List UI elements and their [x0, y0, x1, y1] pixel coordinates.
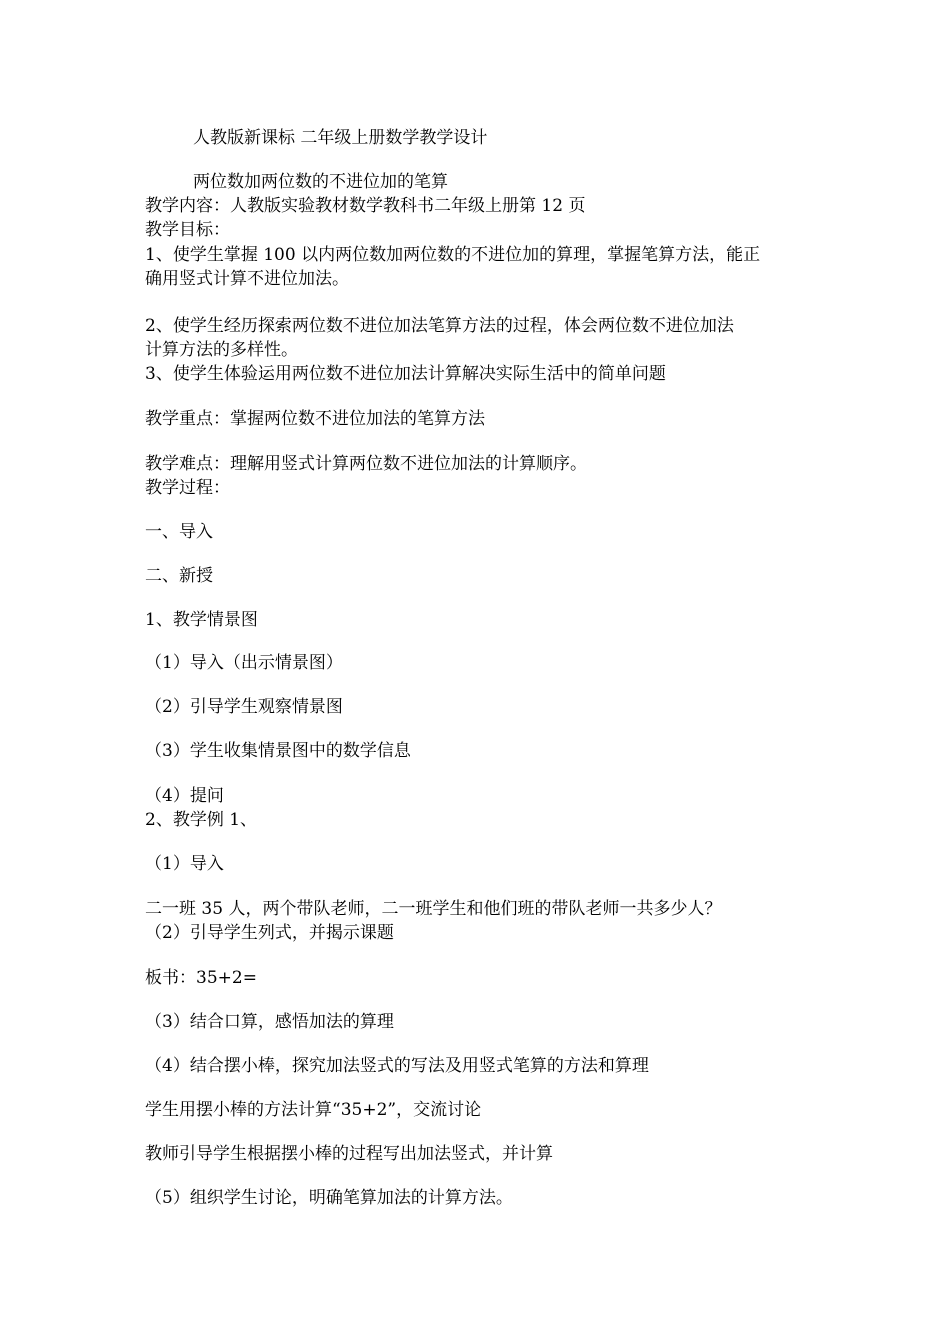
- document-title: 人教版新课标 二年级上册数学教学设计: [193, 128, 488, 148]
- substep-example-2: （2）引导学生列式，并揭示课题: [145, 923, 394, 943]
- goal-1-line-1: 1、使学生掌握 100 以内两位数加两位数的不进位加的算理，掌握笔算方法，能正: [145, 245, 761, 265]
- substep-example-3: （3）结合口算，感悟加法的算理: [145, 1012, 394, 1032]
- board-writing: 板书：35+2=: [145, 968, 257, 988]
- substep-scene-4: （4）提问: [145, 786, 224, 806]
- substep-example-5: （5）组织学生讨论，明确笔算加法的计算方法。: [145, 1188, 513, 1208]
- substep-scene: 1、教学情景图: [145, 610, 258, 630]
- goal-2-line-1: 2、使学生经历探索两位数不进位加法笔算方法的过程，体会两位数不进位加法: [145, 316, 734, 336]
- substep-example-1: （1）导入: [145, 854, 224, 874]
- goal-3: 3、使学生体验运用两位数不进位加法计算解决实际生活中的简单问题: [145, 364, 666, 384]
- teaching-content: 教学内容：人教版实验教材数学教科书二年级上册第 12 页: [145, 196, 586, 216]
- goals-heading: 教学目标：: [145, 220, 230, 240]
- process-heading: 教学过程：: [145, 478, 230, 498]
- substep-scene-1: （1）导入（出示情景图）: [145, 653, 343, 673]
- goal-2-line-2: 计算方法的多样性。: [145, 340, 298, 360]
- substep-scene-2: （2）引导学生观察情景图: [145, 697, 343, 717]
- substep-example-4: （4）结合摆小棒，探究加法竖式的写法及用竖式笔算的方法和算理: [145, 1056, 649, 1076]
- word-problem: 二一班 35 人，两个带队老师，二一班学生和他们班的带队老师一共多少人？: [145, 899, 722, 919]
- sticks-calculation: 学生用摆小棒的方法计算“35+2”，交流讨论: [145, 1100, 482, 1120]
- substep-scene-3: （3）学生收集情景图中的数学信息: [145, 741, 411, 761]
- key-point: 教学重点：掌握两位数不进位加法的笔算方法: [145, 409, 485, 429]
- document-subtitle: 两位数加两位数的不进位加的笔算: [193, 172, 448, 192]
- teacher-guide: 教师引导学生根据摆小棒的过程写出加法竖式，并计算: [145, 1144, 553, 1164]
- substep-example: 2、教学例 1、: [145, 810, 258, 830]
- goal-1-line-2: 确用竖式计算不进位加法。: [145, 269, 349, 289]
- step-new-lesson: 二、新授: [145, 566, 213, 586]
- step-intro: 一、导入: [145, 522, 213, 542]
- difficulty: 教学难点：理解用竖式计算两位数不进位加法的计算顺序。: [145, 454, 587, 474]
